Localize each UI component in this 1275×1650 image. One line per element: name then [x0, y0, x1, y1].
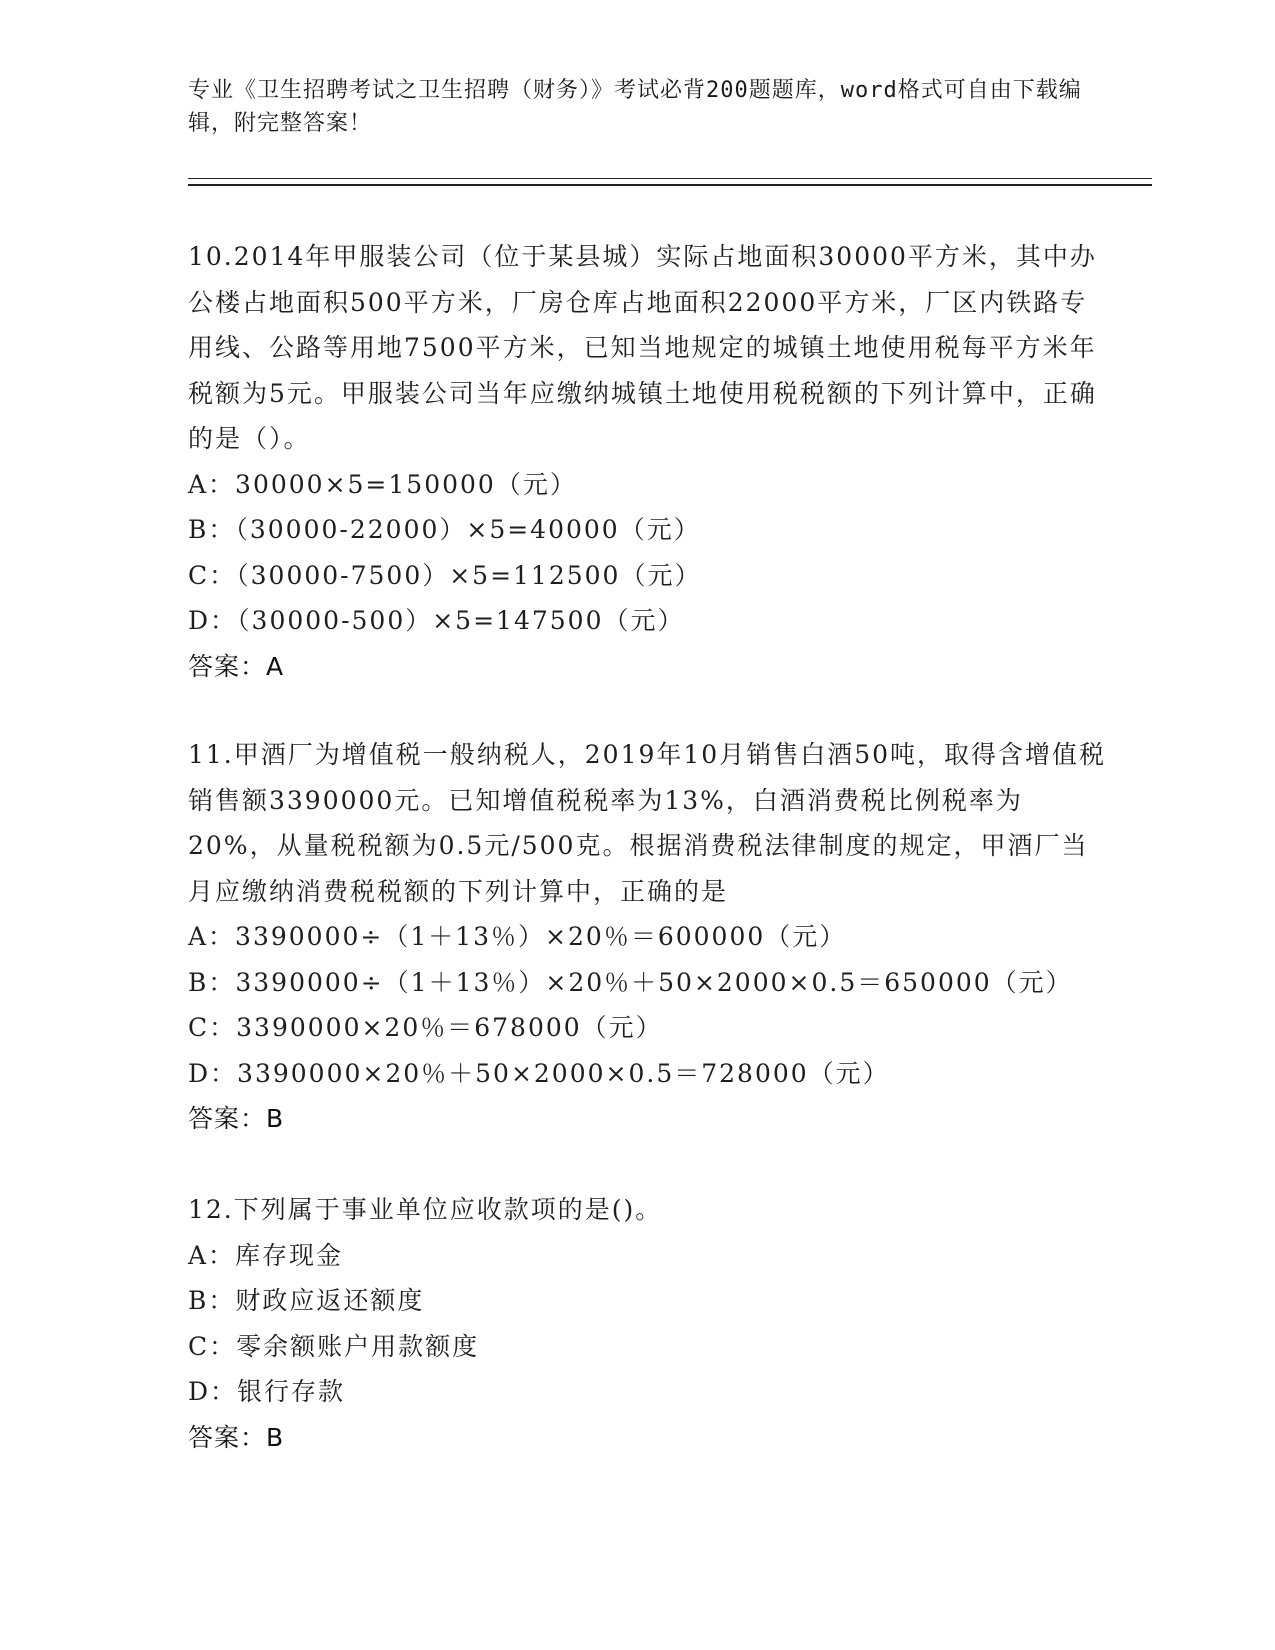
question-stem: 12.下列属于事业单位应收款项的是()。: [188, 1195, 663, 1224]
option-a: A：3390000÷（1＋13％）×20％＝600000（元）: [188, 922, 847, 951]
question-10: [188, 234, 1108, 689]
option-c: C：（30000-7500）×5=112500（元）: [188, 560, 702, 590]
question-12: [188, 1187, 1108, 1460]
answer-line: 答案：B: [188, 1104, 285, 1133]
option-d: D：银行存款: [188, 1377, 346, 1406]
option-b: B：3390000÷（1＋13％）×20％＋50×2000×0.5＝650000（元）: [188, 967, 1073, 997]
option-a: A：库存现金: [188, 1240, 344, 1270]
question-stem: 11.甲酒厂为增值税一般纳税人，2019年10月销售白酒50吨，取得含增值税销售额3390000元。已知增值税税率为13%，白酒消费税比例税率为20%，从量税税额为0.5元/500克。根据消费税法律制度的规定，甲酒厂当月应缴纳消费税税额的下列计算中，正确的是: [188, 740, 1107, 906]
header-divider: [188, 178, 1152, 186]
question-11: [188, 732, 1108, 1142]
option-d: D：3390000×20％＋50×2000×0.5＝728000（元）: [188, 1058, 890, 1088]
document-header: 专业《卫生招聘考试之卫生招聘（财务）》考试必背200题题库，word格式可自由下载编辑，附完整答案！: [188, 78, 1082, 136]
answer-line: 答案：A: [188, 651, 285, 681]
option-c: C：零余额账户用款额度: [188, 1331, 480, 1361]
option-b: B：（30000-22000）×5=40000（元）: [188, 515, 701, 544]
option-d: D：（30000-500）×5=147500（元）: [188, 606, 685, 635]
option-c: C：3390000×20％＝678000（元）: [188, 1013, 663, 1042]
answer-line: 答案：B: [188, 1422, 285, 1452]
question-stem: 10.2014年甲服装公司（位于某县城）实际占地面积30000平方米，其中办公楼占地面积500平方米，厂房仓库占地面积22000平方米，厂区内铁路专用线、公路等用地7500平方米，已知当地规定的城镇土地使用税每平方米年税额为5元。甲服装公司当年应缴纳城镇土地使用税税额的下列计算中，正确的是（）。: [188, 242, 1097, 453]
option-a: A：30000×5=150000（元）: [188, 469, 577, 499]
option-b: B：财政应返还额度: [188, 1286, 425, 1315]
